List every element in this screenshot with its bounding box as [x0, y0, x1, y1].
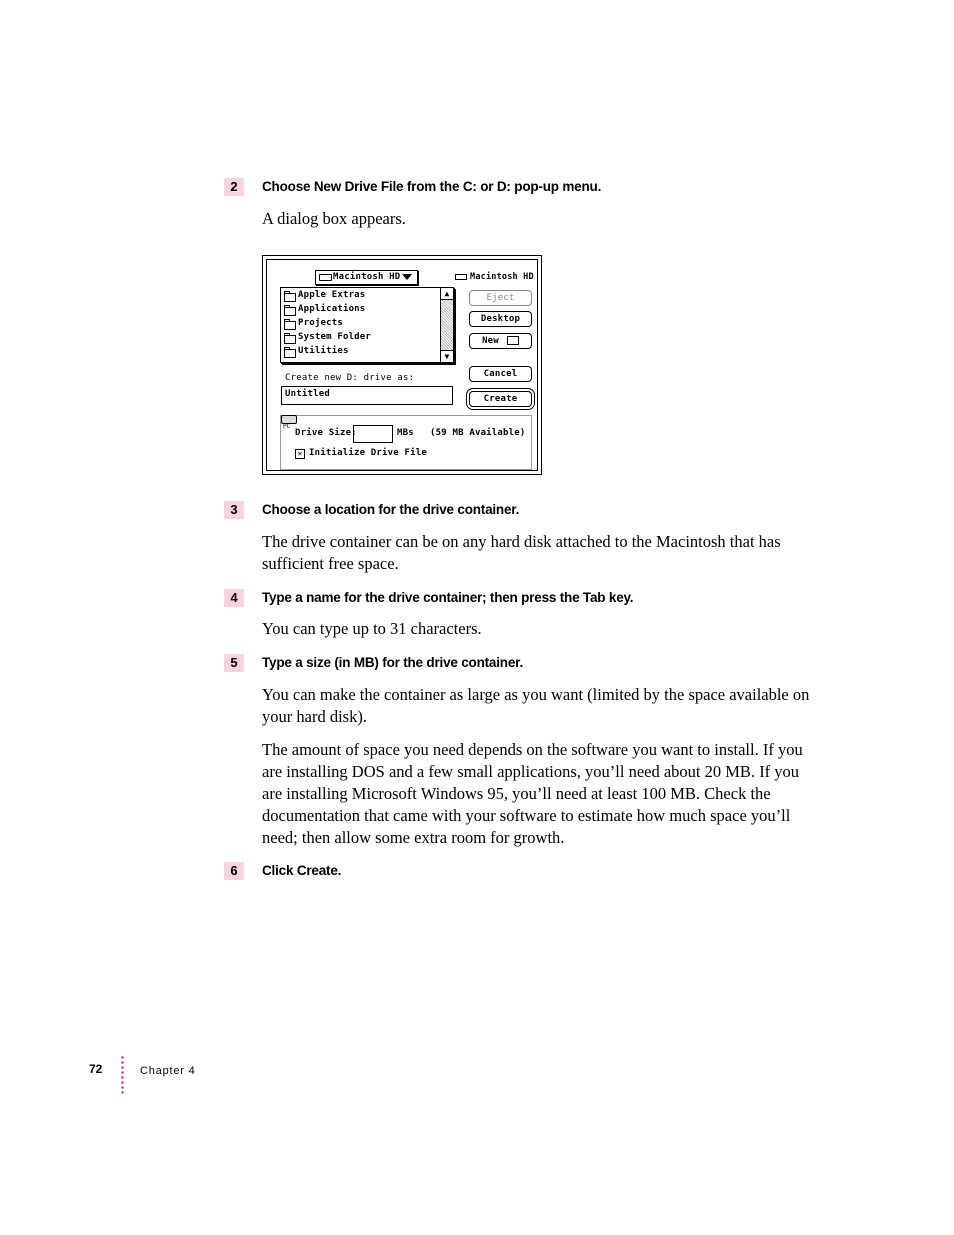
cancel-button[interactable]: Cancel	[469, 366, 532, 382]
available-space: (59 MB Available)	[430, 428, 526, 438]
step-instruction: Type a name for the drive container; then press the Tab key.	[262, 590, 634, 605]
hard-disk-icon	[319, 274, 332, 281]
drive-name-field[interactable]	[281, 386, 453, 405]
initialize-checkbox[interactable]: ✕	[295, 449, 305, 459]
hard-disk-icon	[455, 274, 467, 280]
paragraph: You can make the container as large as you want (limited by the space available on your hard disk).	[262, 685, 810, 726]
step-number: 2	[224, 178, 244, 196]
initialize-label: Initialize Drive File	[309, 448, 427, 458]
folder-list[interactable]	[280, 287, 454, 363]
page-number: 72	[89, 1062, 103, 1076]
desktop-button[interactable]: Desktop	[469, 311, 532, 327]
drive-size-field[interactable]	[353, 425, 393, 443]
step-instruction: Click Create.	[262, 863, 342, 878]
folder-icon	[284, 307, 296, 316]
list-scrollbar[interactable]	[440, 288, 453, 362]
folder-icon	[284, 321, 296, 330]
folder-icon	[284, 293, 296, 302]
new-button-label: New	[482, 336, 499, 346]
folder-icon	[284, 349, 296, 358]
paragraph: A dialog box appears.	[262, 209, 406, 228]
folder-name: Projects	[298, 318, 343, 328]
paragraph: You can type up to 31 characters.	[262, 619, 482, 638]
eject-button[interactable]: Eject	[469, 290, 532, 306]
step-instruction: Type a size (in MB) for the drive container.	[262, 655, 524, 670]
folder-name: Apple Extras	[298, 290, 366, 300]
folder-icon	[507, 336, 519, 345]
step-number: 3	[224, 501, 244, 519]
folder-name: Utilities	[298, 346, 349, 356]
paragraph: The drive container can be on any hard disk attached to the Macintosh that has sufficient free space.	[262, 532, 781, 573]
chapter-label: Chapter 4	[140, 1065, 196, 1077]
paragraph: The amount of space you need depends on the software you want to install. If you are installing DOS and a few small applications, you’ll need about 20 MB. If you are installing Microsoft Windows 95, you’ll need at least 100 MB. Check the documentation that came with your software to estimate how much space you’ll need; then allow some extra room for growth.	[262, 740, 803, 847]
step-instruction: Choose New Drive File from the C: or D: pop-up menu.	[262, 179, 602, 194]
create-button[interactable]: Create	[469, 391, 532, 407]
folder-name: System Folder	[298, 332, 372, 342]
step-number: 5	[224, 654, 244, 672]
drive-size-label: Drive Size:	[295, 428, 357, 438]
current-disk	[455, 272, 534, 282]
triangle-down-icon	[402, 274, 412, 280]
disk-name: Macintosh HD	[470, 272, 534, 282]
units-label: MBs	[397, 428, 414, 438]
scroll-up-arrow-icon[interactable]: ▲	[441, 288, 453, 300]
scroll-down-arrow-icon[interactable]: ▼	[441, 350, 453, 362]
new-folder-button[interactable]	[469, 333, 532, 349]
pc-options-box	[280, 415, 532, 470]
popup-label: Macintosh HD	[333, 272, 401, 282]
pc-label: PC	[283, 423, 291, 430]
step-instruction: Choose a location for the drive container.	[262, 502, 520, 517]
dialog-frame	[266, 259, 538, 471]
step-number: 4	[224, 589, 244, 607]
folder-icon	[284, 335, 296, 344]
new-drive-dialog	[262, 255, 542, 475]
drive-name-value: Untitled	[285, 389, 330, 399]
dotted-rule	[121, 1055, 124, 1095]
location-popup-menu[interactable]	[315, 270, 418, 285]
create-prompt: Create new D: drive as:	[285, 373, 415, 383]
step-number: 6	[224, 862, 244, 880]
folder-name: Applications	[298, 304, 366, 314]
